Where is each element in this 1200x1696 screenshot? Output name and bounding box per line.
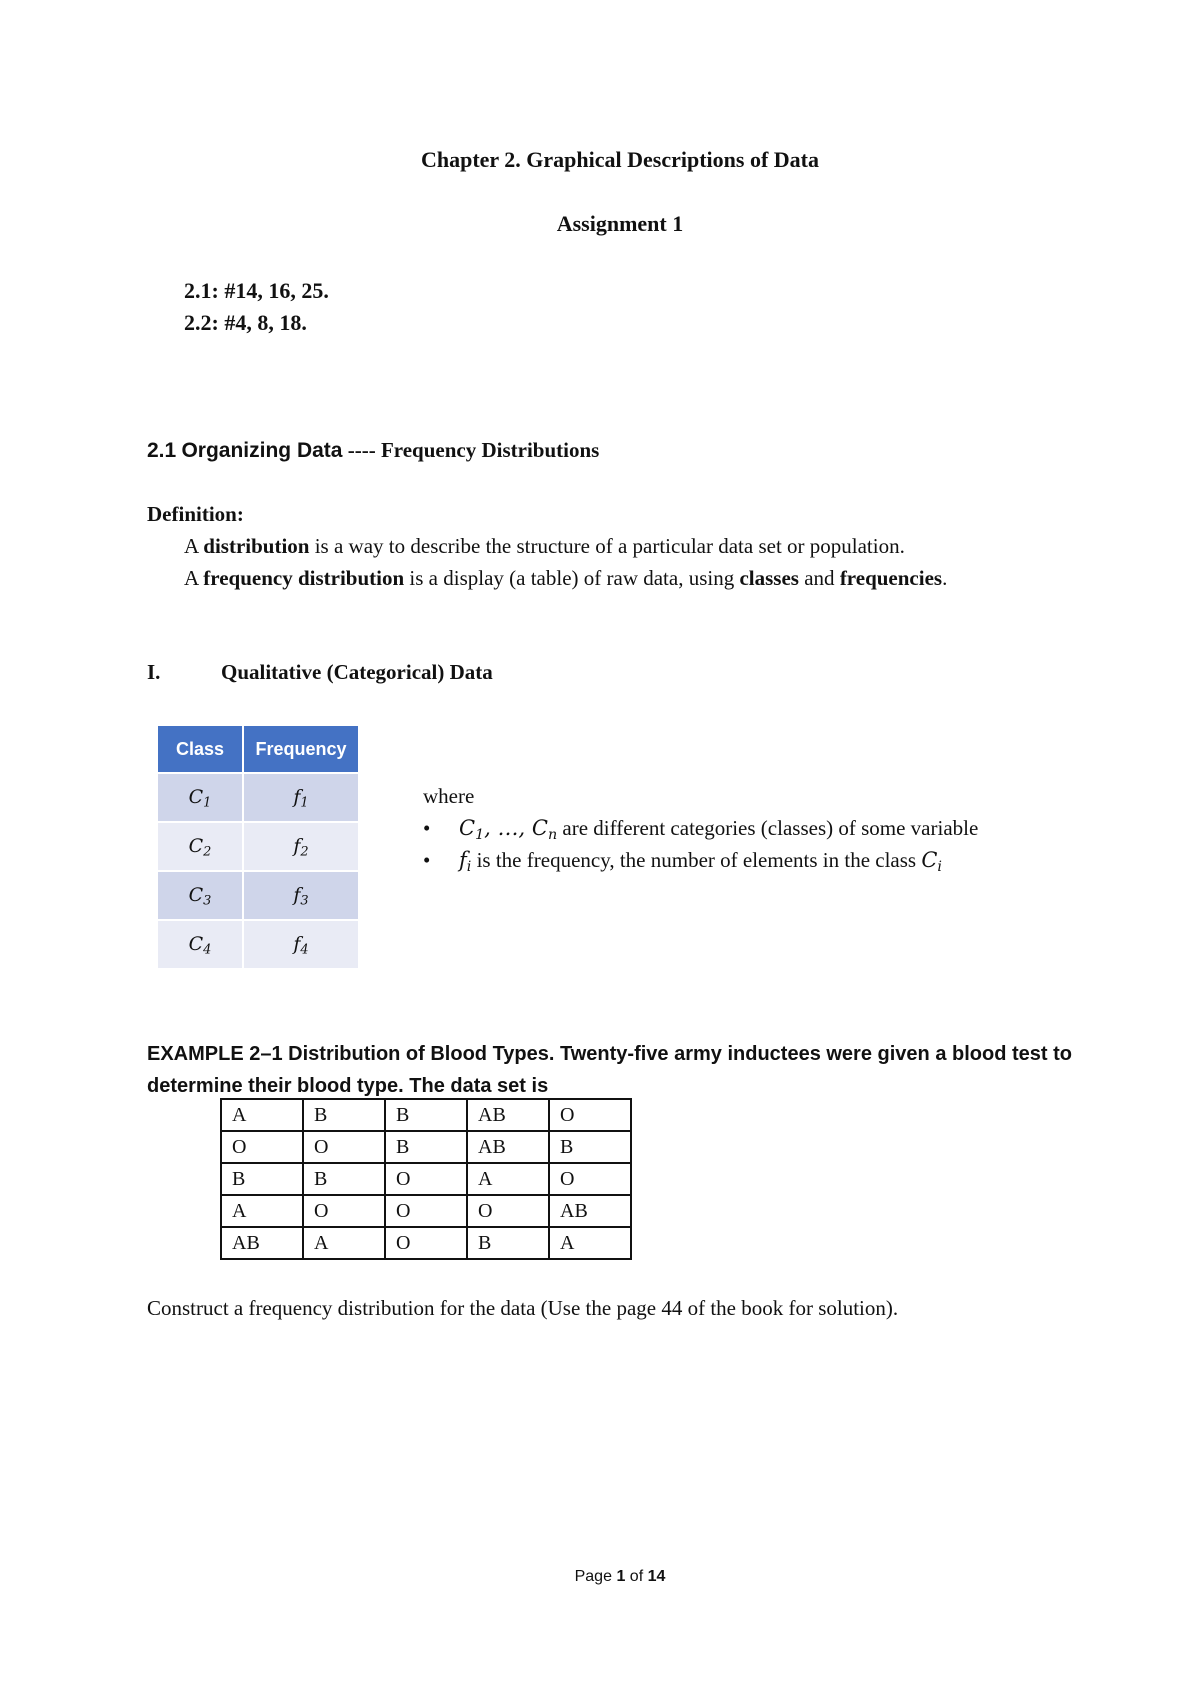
blood-cell: O [467,1195,549,1227]
example-label: EXAMPLE 2–1 [147,1043,283,1065]
blood-type-table [220,1098,632,1260]
section-rest: Frequency Distributions [380,438,600,462]
blood-cell: B [303,1099,385,1131]
class-frequency-table [158,726,360,968]
blood-cell: O [303,1131,385,1163]
bullet-frequency: • $f_i$ is the frequency, the number of elements in the class $C_i$ [423,848,942,875]
blood-cell: B [549,1131,631,1163]
example-paragraph [147,1038,1087,1102]
term-classes: classes [739,566,799,590]
blood-cell: B [303,1163,385,1195]
homework-line-1: 2.1: #14, 16, 25. [184,278,329,303]
blood-row [221,1227,631,1259]
blood-cell: AB [549,1195,631,1227]
class-cell: $C_3$ [158,871,243,920]
class-row [158,822,359,871]
blood-row [221,1163,631,1195]
blood-cell: O [385,1195,467,1227]
subsection-number: I. [147,660,161,684]
frequency-cell: $f_3$ [243,871,359,920]
blood-cell: A [221,1195,303,1227]
blood-cell: B [467,1227,549,1259]
blood-cell: A [467,1163,549,1195]
blood-cell: O [221,1131,303,1163]
blood-row [221,1131,631,1163]
assignment-heading: Assignment 1 [556,211,684,236]
blood-cell: AB [467,1131,549,1163]
blood-row [221,1099,631,1131]
homework-line-2: 2.2: #4, 8, 18. [184,310,307,335]
class-cell: $C_2$ [158,822,243,871]
example-text: Distribution of Blood Types. Twenty-five army inductees were given a blood test to determine their blood type. The data set is [147,1043,1072,1097]
blood-cell: O [549,1099,631,1131]
subsection-title: Qualitative (Categorical) Data [221,660,493,684]
blood-cell: AB [467,1099,549,1131]
page-footer: Page 1 of 14 [574,1568,666,1585]
blood-cell: B [385,1131,467,1163]
blood-cell: A [549,1227,631,1259]
definition-label: Definition: [147,502,244,526]
frequency-cell: $f_1$ [243,773,359,822]
bullet-categories: • $C_1$, …, $C_n$ are different categories (classes) of some variable [423,816,979,843]
blood-cell: O [303,1195,385,1227]
blood-row [221,1195,631,1227]
frequency-cell: $f_2$ [243,822,359,871]
frequency-cell: $f_4$ [243,920,359,968]
class-row [158,773,359,822]
class-cell: $C_1$ [158,773,243,822]
blood-cell: A [221,1099,303,1131]
blood-cell: A [303,1227,385,1259]
blood-cell: O [385,1227,467,1259]
section-heading [147,438,599,463]
where-label: where [423,784,475,808]
header-frequency: Frequency [243,726,359,773]
blood-cell: B [221,1163,303,1195]
blood-cell: AB [221,1227,303,1259]
class-row [158,920,359,968]
blood-cell: O [385,1163,467,1195]
definition-line-2: A frequency distribution is a display (a table) of raw data, using classes and frequencies. [184,566,948,590]
class-cell: $C_4$ [158,920,243,968]
term-frequency-distribution: frequency distribution [203,566,405,590]
blood-cell: B [385,1099,467,1131]
term-frequencies: frequencies [839,566,943,590]
definition-line-1: A distribution is a way to describe the structure of a particular data set or population. [184,534,905,558]
header-class: Class [158,726,243,773]
section-dash: ---- [347,438,376,462]
page-number: 1 [616,1568,626,1585]
page-title: Chapter 2. Graphical Descriptions of Data [420,147,820,172]
construct-instruction: Construct a frequency distribution for the data (Use the page 44 of the book for solution). [147,1296,899,1320]
term-distribution: distribution [203,534,310,558]
page-total: 14 [647,1568,666,1585]
section-label: Organizing Data [181,439,343,462]
blood-cell: O [549,1163,631,1195]
class-row [158,871,359,920]
section-number: 2.1 [147,439,177,462]
